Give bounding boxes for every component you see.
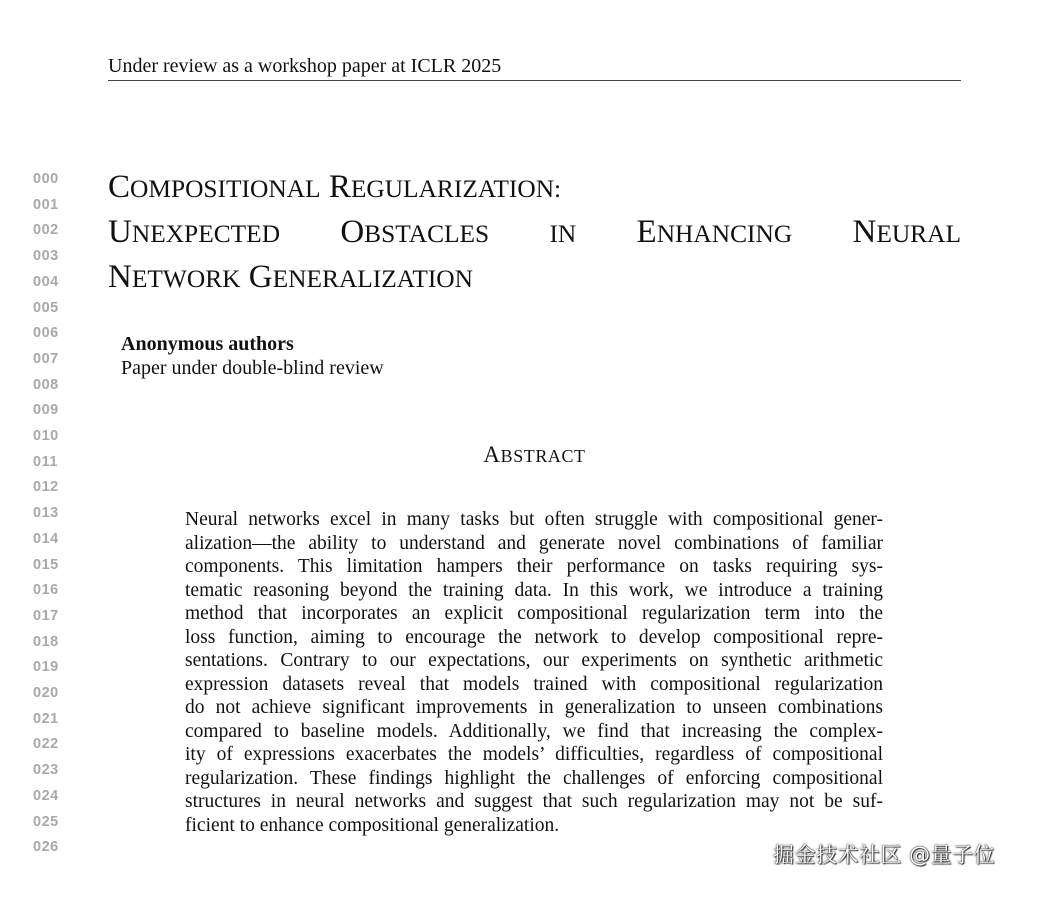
abstract-heading-cap: A (483, 442, 501, 467)
title-word (108, 169, 321, 205)
line-number: 021 (33, 710, 59, 727)
title-word-cap: O (340, 214, 365, 250)
abstract-line: do not achieve significant improvements in generalization to unseen combinations (185, 697, 883, 718)
abstract-line: tematic reasoning beyond the training data. In this work, we introduce a training (185, 579, 883, 601)
abstract-line: structures in neural networks and suggest that such regularization may not be suf- (185, 791, 883, 812)
abstract-line: method that incorporates an explicit compositional regularization term into the (185, 603, 883, 624)
line-number: 025 (33, 813, 59, 830)
abstract-line: ficient to enhance compositional generalization. (185, 814, 560, 836)
abstract-line: expression datasets reveal that models trained with compositional regularization (185, 673, 883, 695)
line-number: 010 (33, 428, 59, 444)
running-header (108, 54, 961, 81)
line-number: 005 (33, 299, 59, 316)
author-block (121, 332, 384, 380)
line-number: 006 (33, 325, 59, 342)
abstract-line: components. This limitation hampers their performance on tasks requiring sys- (185, 556, 883, 577)
line-number: 009 (33, 402, 59, 419)
line-number: 020 (33, 685, 59, 701)
title-word-cap: N (108, 259, 132, 295)
author-name: Anonymous authors (121, 333, 294, 355)
line-number: 026 (33, 839, 59, 856)
title-word (329, 169, 561, 205)
title-word (249, 259, 473, 295)
title-word-rest: NEXPECTED (131, 220, 281, 248)
title-word (340, 214, 489, 250)
abstract-line: Neural networks excel in many tasks but often struggle with compositional gener- (185, 509, 883, 530)
line-number: 007 (33, 350, 59, 367)
line-number: 019 (33, 659, 59, 676)
line-number: 003 (33, 248, 59, 265)
line-number: 015 (33, 556, 59, 573)
title-word (549, 214, 576, 250)
title-line (108, 256, 961, 301)
line-number: 012 (33, 479, 59, 496)
line-number: 004 (33, 273, 59, 290)
line-number: 000 (33, 171, 59, 187)
title-word-rest: OMPOSITIONAL (130, 175, 321, 203)
abstract-line: sentations. Contrary to our expectations, our experiments on synthetic arithmetic (185, 650, 883, 671)
line-number: 001 (33, 196, 59, 213)
title-word-cap: C (108, 169, 131, 205)
line-number: 023 (33, 762, 59, 779)
line-number: 008 (33, 376, 59, 393)
line-number: 013 (33, 505, 59, 522)
author-affiliation: Paper under double-blind review (121, 357, 384, 379)
title-word-rest: IN (549, 220, 577, 248)
line-number: 011 (33, 453, 58, 470)
title-line (108, 166, 961, 211)
line-number: 016 (33, 582, 59, 599)
title-word-cap: R (328, 169, 351, 205)
paper-title (108, 166, 961, 301)
line-number: 017 (33, 607, 59, 624)
title-word-rest: BSTACLES (364, 220, 490, 248)
abstract-line: compared to baseline models. Additionally, we find that increasing the complex- (185, 720, 883, 742)
abstract-line: alization—the ability to understand and generate novel combinations of familiar (185, 532, 883, 554)
title-word (108, 214, 280, 250)
title-word (852, 214, 961, 250)
line-number: 022 (33, 736, 59, 753)
watermark: 掘金技术社区 @量子位 (773, 843, 996, 867)
line-number: 002 (33, 222, 59, 239)
abstract-heading (0, 441, 1060, 470)
title-word-cap: U (108, 214, 132, 250)
abstract-body (185, 508, 883, 837)
title-word-rest: EURAL (876, 220, 961, 248)
abstract-line: loss function, aiming to encourage the network to develop compositional repre- (185, 626, 883, 648)
title-word-rest: ENERALIZATION (272, 265, 473, 293)
abstract-line: regularization. These findings highlight the challenges of enforcing compositional (185, 767, 883, 789)
title-word (108, 259, 241, 295)
title-word-rest: EGULARIZATION: (350, 175, 562, 203)
abstract-heading-rest: BSTRACT (500, 446, 586, 466)
running-header-text: Under review as a workshop paper at ICLR 2025 (108, 55, 502, 77)
title-word-cap: G (248, 259, 273, 295)
abstract-line: ity of expressions exacerbates the models’ difficulties, regardless of compositional (185, 744, 883, 765)
title-word (637, 214, 793, 250)
title-line (108, 211, 961, 256)
title-word-rest: NHANCING (656, 220, 793, 248)
line-number: 018 (33, 633, 59, 650)
title-word-rest: ETWORK (131, 265, 241, 293)
line-number: 014 (33, 530, 59, 547)
title-word-cap: N (852, 214, 877, 250)
line-number: 024 (33, 787, 59, 804)
title-word-cap: E (636, 214, 657, 250)
